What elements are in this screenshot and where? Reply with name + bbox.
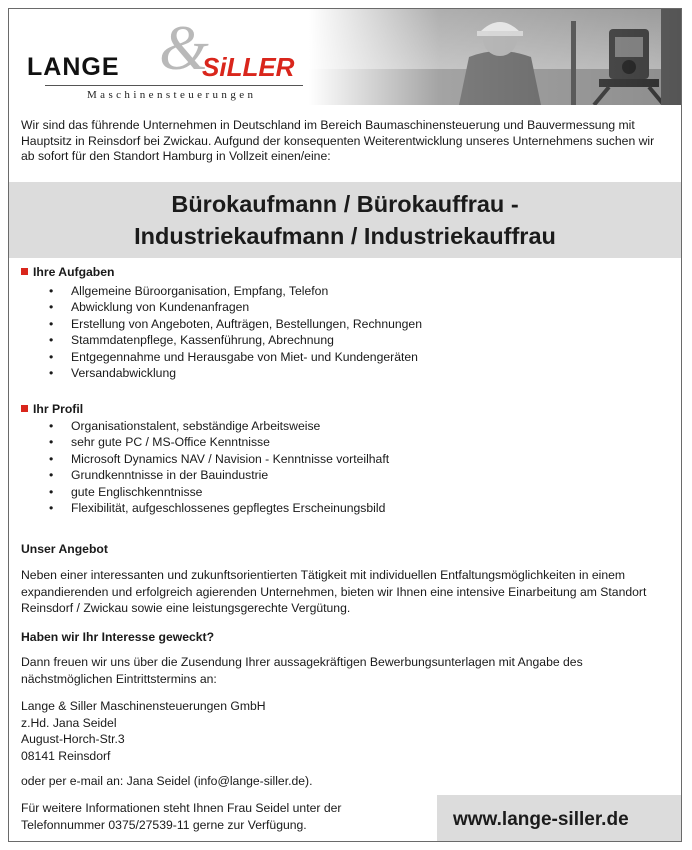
red-square-icon bbox=[21, 268, 28, 275]
red-square-icon bbox=[21, 405, 28, 412]
offer-heading: Unser Angebot bbox=[21, 542, 108, 556]
list-item-text: Allgemeine Büroorganisation, Empfang, Telefon bbox=[71, 284, 329, 298]
bullet-icon: • bbox=[49, 349, 54, 364]
bullet-icon: • bbox=[49, 284, 54, 298]
profile-list bbox=[21, 418, 661, 516]
bullet-icon: • bbox=[49, 365, 54, 380]
list-item-text: Entgegennahme und Herausgabe von Miet- und Kundengeräten bbox=[71, 349, 418, 364]
bullet-icon: • bbox=[49, 500, 54, 515]
logo-siller: SiLLER bbox=[202, 52, 295, 82]
website-box bbox=[437, 795, 682, 842]
interest-text: Dann freuen wir uns über die Zusendung Ihrer aussagekräftigen Bewerbungsunterlagen mit Angabe des nächstmöglichen Eintrittstermins an: bbox=[21, 655, 583, 686]
logo-lange: LANGE bbox=[27, 53, 120, 81]
list-item bbox=[21, 418, 661, 434]
website-link[interactable]: www.lange-siller.de bbox=[453, 809, 629, 830]
address-attn: z.Hd. Jana Seidel bbox=[21, 715, 117, 730]
info-line-1: Für weitere Informationen steht Ihnen Frau Seidel unter der bbox=[21, 801, 342, 815]
job-title-line-1: Bürokaufmann / Bürokauffrau - bbox=[171, 191, 519, 217]
list-item bbox=[21, 349, 661, 365]
list-item-text: Grundkenntnisse in der Bauindustrie bbox=[71, 468, 269, 483]
tasks-heading bbox=[21, 265, 114, 279]
bullet-icon: • bbox=[49, 468, 54, 483]
address-street: August-Horch-Str.3 bbox=[21, 732, 125, 746]
list-item bbox=[21, 332, 661, 348]
list-item bbox=[21, 316, 661, 332]
list-item bbox=[21, 365, 661, 381]
email-line: oder per e-mail an: Jana Seidel (info@lange-siller.de). bbox=[21, 774, 313, 788]
logo-rule bbox=[45, 85, 303, 86]
bullet-icon: • bbox=[49, 435, 54, 450]
job-ad-frame bbox=[8, 8, 682, 842]
info-line-2: Telefonnummer 0375/27539-11 gerne zur Verfügung. bbox=[21, 817, 307, 832]
tasks-list bbox=[21, 283, 661, 381]
list-item bbox=[21, 434, 661, 450]
list-item-text: sehr gute PC / MS-Office Kenntnisse bbox=[71, 435, 270, 450]
bullet-icon: • bbox=[49, 333, 54, 348]
address-block bbox=[21, 698, 671, 764]
bullet-icon: • bbox=[49, 300, 54, 315]
address-company: Lange & Siller Maschinensteuerungen GmbH bbox=[21, 699, 266, 713]
interest-heading: Haben wir Ihr Interesse geweckt? bbox=[21, 630, 215, 644]
header bbox=[9, 9, 681, 105]
company-logo bbox=[27, 12, 327, 105]
list-item-text: Microsoft Dynamics NAV / Navision - Kenntnisse vorteilhaft bbox=[71, 451, 390, 466]
list-item-text: gute Englischkenntnisse bbox=[71, 484, 203, 499]
tasks-heading-text: Ihre Aufgaben bbox=[33, 265, 115, 279]
job-title-line-2: Industriekaufmann / Industriekauffrau bbox=[134, 223, 556, 249]
intro-text: Wir sind das führende Unternehmen in Deutschland im Bereich Baumaschinensteuerung und Bauvermessung mit Hauptsitz in Reinsdorf bei Zwickau. Aufgund der konsequenten Weiterentwicklung unseres Unternehmens suchen wir ab sofort für den Standort Hamburg in Vollzeit einen/eine: bbox=[21, 118, 655, 163]
profile-heading bbox=[21, 402, 83, 416]
address-city: 08141 Reinsdorf bbox=[21, 748, 111, 763]
list-item bbox=[21, 467, 661, 483]
bullet-icon: • bbox=[49, 484, 54, 499]
list-item-text: Stammdatenpflege, Kassenführung, Abrechnung bbox=[71, 333, 334, 348]
header-photo bbox=[309, 9, 681, 105]
list-item-text: Versandabwicklung bbox=[71, 365, 177, 380]
list-item bbox=[21, 500, 661, 516]
list-item bbox=[21, 451, 661, 467]
list-item bbox=[21, 299, 661, 315]
job-title-band bbox=[9, 182, 681, 258]
list-item bbox=[21, 484, 661, 500]
logo-subtitle: Maschinensteuerungen bbox=[87, 89, 257, 101]
bullet-icon: • bbox=[49, 316, 54, 331]
list-item-text: Erstellung von Angeboten, Aufträgen, Bestellungen, Rechnungen bbox=[71, 316, 422, 331]
logo-ampersand: & bbox=[159, 12, 209, 83]
bullet-icon: • bbox=[49, 451, 54, 466]
list-item-text: Flexibilität, aufgeschlossenes gepflegtes Erscheinungsbild bbox=[71, 500, 386, 515]
offer-text: Neben einer interessanten und zukunftsorientierten Tätigkeit mit individuellen Entfaltungsmöglichkeiten in einem expandierenden und erfolgreich agierenden Unternehmen, bieten wir Ihnen eine intensive Einarbeitung am Standort Reinsdorf / Zwickau sowie eine leistungsgerechte Vergütung. bbox=[21, 568, 647, 615]
profile-heading-text: Ihr Profil bbox=[33, 402, 84, 416]
list-item-text: Organisationstalent, sebständige Arbeitsweise bbox=[71, 419, 321, 433]
list-item bbox=[21, 283, 661, 299]
bullet-icon: • bbox=[49, 419, 54, 433]
list-item-text: Abwicklung von Kundenanfragen bbox=[71, 300, 250, 315]
